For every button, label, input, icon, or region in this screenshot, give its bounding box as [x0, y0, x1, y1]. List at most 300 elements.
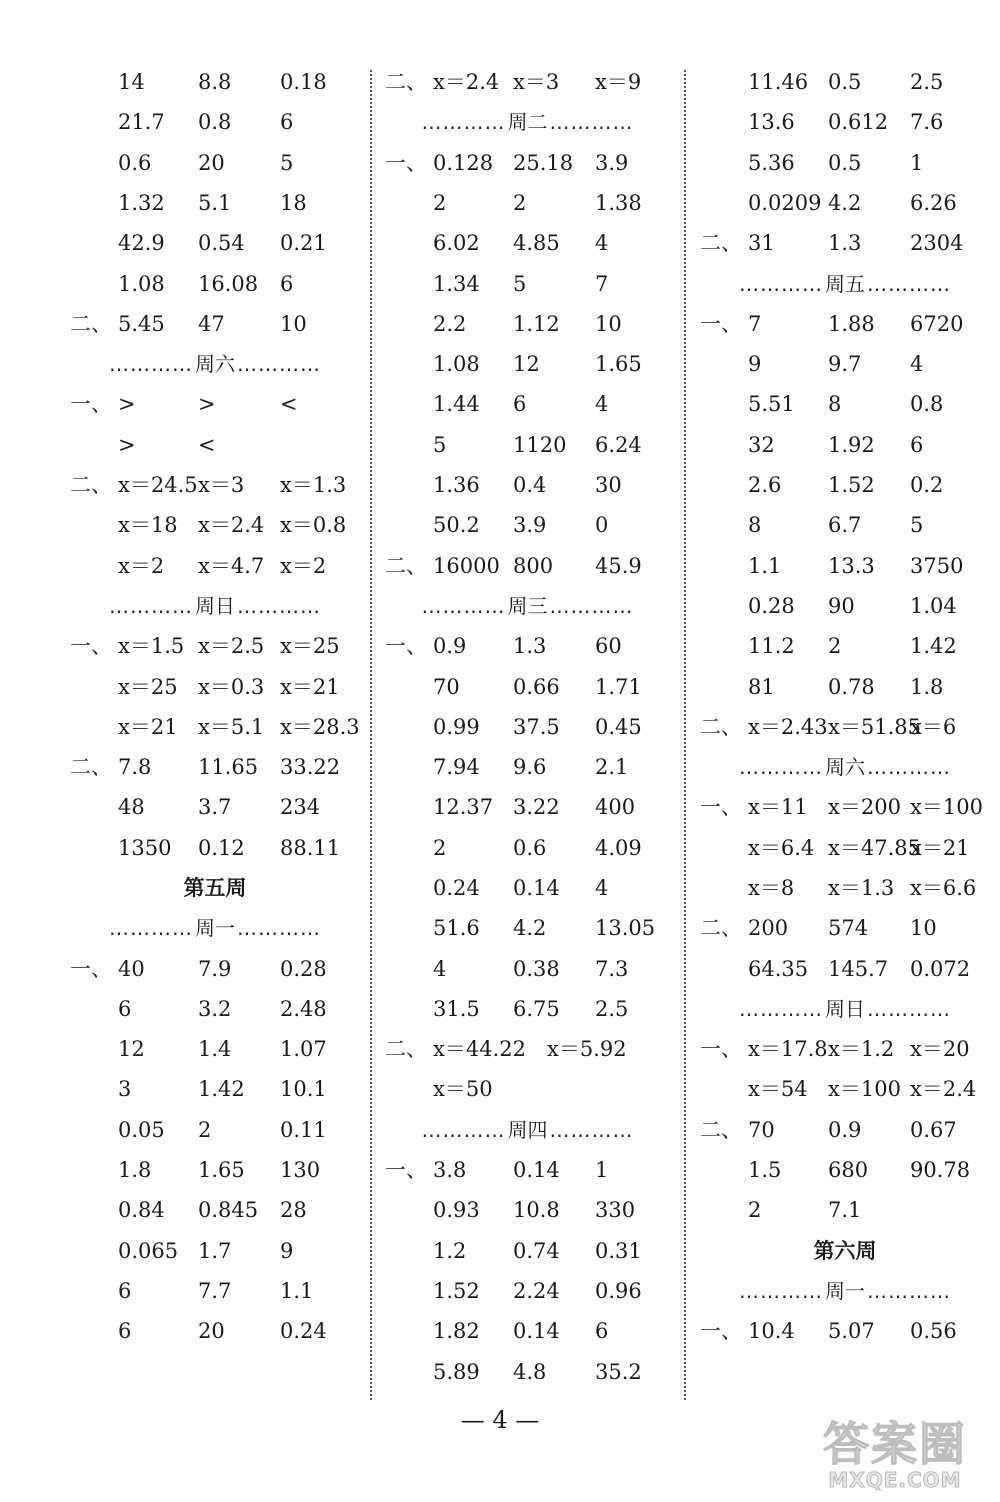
answer-value: x＝2.5	[198, 634, 265, 658]
answer-value: 2304	[910, 231, 964, 255]
watermark-text: 答案圈	[823, 1417, 967, 1471]
answer-value: x＝21	[280, 675, 340, 699]
answer-value: 330	[595, 1198, 636, 1222]
answer-value: 1.5	[748, 1158, 782, 1182]
answer-row	[385, 143, 670, 183]
answer-value: 2	[748, 1198, 762, 1222]
answer-row	[385, 183, 670, 223]
answer-row	[700, 908, 990, 948]
answer-value: 16.08	[198, 272, 259, 296]
answer-row	[700, 868, 990, 908]
answer-value: x＝100	[910, 795, 983, 819]
answer-value: 45.9	[595, 554, 642, 578]
answer-row	[700, 1311, 990, 1351]
answer-value: x＝3	[513, 70, 560, 94]
answer-value: x＝9	[595, 70, 642, 94]
answer-value: 0.28	[748, 594, 795, 618]
answer-value: 574	[828, 916, 869, 940]
answer-value: 5.89	[433, 1360, 480, 1384]
answer-row	[700, 586, 990, 626]
answer-value: x＝1.2	[828, 1037, 895, 1061]
question-number: 一、	[70, 634, 112, 658]
answer-value: 2	[433, 191, 447, 215]
answer-value: 3.9	[595, 151, 629, 175]
answer-value: x＝2.4	[433, 70, 500, 94]
answer-value: 1.92	[828, 433, 875, 457]
answer-value: 11.65	[198, 755, 259, 779]
answer-row	[70, 223, 360, 263]
answer-column-2	[385, 62, 670, 1422]
answer-row	[385, 828, 670, 868]
day-section-header	[700, 264, 990, 304]
answer-value: x＝54	[748, 1077, 808, 1101]
answer-value: >	[118, 433, 136, 457]
answer-value: 145.7	[828, 957, 889, 981]
answer-value: 7.1	[828, 1198, 862, 1222]
answer-value: 2.6	[748, 473, 782, 497]
answer-value: <	[280, 392, 298, 416]
answer-value: x＝4.7	[198, 554, 265, 578]
answer-value: 0.5	[828, 70, 862, 94]
answer-value: 9	[280, 1239, 294, 1263]
answer-value: x＝2.4	[910, 1077, 977, 1101]
question-number: 二、	[385, 1037, 427, 1061]
answer-value: 0.38	[513, 957, 560, 981]
answer-value: x＝21	[118, 715, 178, 739]
answer-value: 6.26	[910, 191, 957, 215]
answer-value: 4	[910, 352, 924, 376]
day-label: 周日	[195, 594, 235, 618]
day-section-header	[70, 908, 360, 948]
answer-row	[70, 183, 360, 223]
dotted-leader: …………	[867, 1279, 951, 1303]
day-section-header	[700, 747, 990, 787]
answer-value: 1.65	[198, 1158, 245, 1182]
dotted-leader: …………	[867, 755, 951, 779]
answer-value: x＝5.1	[198, 715, 265, 739]
answer-row	[700, 344, 990, 384]
answer-row	[70, 304, 360, 344]
answer-row	[70, 1231, 360, 1271]
answer-value: 1.7	[198, 1239, 232, 1263]
answer-value: 8.8	[198, 70, 232, 94]
question-number: 一、	[700, 1037, 742, 1061]
answer-value: 28	[280, 1198, 307, 1222]
day-section-header	[700, 989, 990, 1029]
answer-value: 4.85	[513, 231, 560, 255]
answer-row	[385, 989, 670, 1029]
answer-value: 9	[748, 352, 762, 376]
answer-value: 1.07	[280, 1037, 327, 1061]
answer-row	[385, 1231, 670, 1271]
answer-value: 70	[433, 675, 460, 699]
answer-value: 5	[910, 513, 924, 537]
question-number: 二、	[700, 1118, 742, 1142]
dotted-leader: …………	[739, 1279, 823, 1303]
answer-value: 35.2	[595, 1360, 642, 1384]
answer-row	[70, 667, 360, 707]
answer-row	[700, 62, 990, 102]
answer-value: 37.5	[513, 715, 560, 739]
answer-value: 3750	[910, 554, 964, 578]
answer-value: 0.54	[198, 231, 245, 255]
answer-value: 7	[748, 312, 762, 336]
answer-value: 31.5	[433, 997, 480, 1021]
answer-value: x＝2	[280, 554, 327, 578]
answer-value: 88.11	[280, 836, 341, 860]
answer-value: 5	[280, 151, 294, 175]
answer-value: 6	[513, 392, 527, 416]
answer-value: 1.65	[595, 352, 642, 376]
day-label: 周一	[195, 916, 235, 940]
answer-value: 2.48	[280, 997, 327, 1021]
answer-value: 3.7	[198, 795, 232, 819]
dotted-leader: …………	[867, 272, 951, 296]
answer-value: x＝3	[198, 473, 245, 497]
answer-value: 0.28	[280, 957, 327, 981]
answer-value: 0.21	[280, 231, 327, 255]
answer-value: 3.8	[433, 1158, 467, 1182]
answer-value: x＝6	[910, 715, 957, 739]
answer-value: x＝0.8	[280, 513, 347, 537]
week-heading: 第六周	[813, 1239, 877, 1263]
answer-value: 1350	[118, 836, 172, 860]
answer-value: 0	[595, 513, 609, 537]
answer-value: 1.71	[595, 675, 642, 699]
answer-value: 0.0209	[748, 191, 822, 215]
answer-row	[385, 1069, 670, 1109]
answer-value: 25.18	[513, 151, 574, 175]
answer-value: 0.4	[513, 473, 547, 497]
answer-value: 5.51	[748, 392, 795, 416]
question-number: 一、	[385, 151, 427, 175]
answer-value: 0.9	[433, 634, 467, 658]
answer-value: 0.065	[118, 1239, 179, 1263]
answer-value: 6.7	[828, 513, 862, 537]
answer-value: x＝18	[118, 513, 178, 537]
answer-row	[70, 465, 360, 505]
answer-value: 1	[910, 151, 924, 175]
answer-value: 7	[595, 272, 609, 296]
answer-row	[700, 546, 990, 586]
answer-row	[700, 1069, 990, 1109]
answer-value: 9.7	[828, 352, 862, 376]
answer-row	[700, 667, 990, 707]
answer-value: x＝28.3	[280, 715, 360, 739]
answer-value: 18	[280, 191, 307, 215]
dotted-leader: …………	[421, 1118, 506, 1142]
answer-value: 32	[748, 433, 775, 457]
question-number: 二、	[70, 755, 112, 779]
answer-row	[385, 1352, 670, 1392]
answer-row	[700, 304, 990, 344]
answer-value: 6.24	[595, 433, 642, 457]
answer-value: 33.22	[280, 755, 341, 779]
answer-value: 0.18	[280, 70, 327, 94]
answer-value: 11.46	[748, 70, 809, 94]
answer-row	[70, 1069, 360, 1109]
answer-row	[385, 707, 670, 747]
day-label: 周三	[507, 594, 548, 618]
answer-row	[70, 1190, 360, 1230]
answer-value: 10.1	[280, 1077, 327, 1101]
answer-value: 1.4	[198, 1037, 232, 1061]
watermark-logo	[800, 1418, 990, 1494]
question-number: 一、	[385, 634, 427, 658]
dotted-leader: …………	[109, 594, 193, 618]
answer-value: >	[118, 392, 136, 416]
question-number: 二、	[70, 473, 112, 497]
answer-value: 0.14	[513, 1319, 560, 1343]
answer-value: 0.12	[198, 836, 245, 860]
answer-value: 1.34	[433, 272, 480, 296]
answer-value: x＝11	[748, 795, 808, 819]
answer-value: 800	[513, 554, 554, 578]
answer-value: 10.8	[513, 1198, 560, 1222]
question-number: 二、	[385, 554, 427, 578]
answer-value: 90.78	[910, 1158, 971, 1182]
answer-value: 5.45	[118, 312, 165, 336]
answer-value: x＝25	[280, 634, 340, 658]
answer-row	[385, 425, 670, 465]
answer-value: 0.612	[828, 110, 889, 134]
answer-value: 13.3	[828, 554, 875, 578]
answer-value: 2	[828, 634, 842, 658]
answer-row	[70, 626, 360, 666]
answer-value: 1.3	[513, 634, 547, 658]
day-section-header	[385, 102, 670, 142]
answer-value: 1.12	[513, 312, 560, 336]
answer-row	[700, 787, 990, 827]
week-heading: 第五周	[183, 876, 247, 900]
answer-value: 0.128	[433, 151, 494, 175]
answer-value: x＝0.3	[198, 675, 265, 699]
answer-value: 1.8	[118, 1158, 152, 1182]
answer-row	[70, 546, 360, 586]
answer-value: 7.6	[910, 110, 944, 134]
answer-value: 4	[595, 876, 609, 900]
answer-row	[700, 425, 990, 465]
question-number: 一、	[700, 312, 742, 336]
column-divider	[684, 70, 686, 1400]
answer-row	[385, 868, 670, 908]
answer-value: 2.24	[513, 1279, 560, 1303]
answer-column-3	[700, 62, 990, 1422]
answer-value: 3.2	[198, 997, 232, 1021]
answer-value: 1.1	[280, 1279, 314, 1303]
answer-row	[385, 546, 670, 586]
answer-value: 2	[198, 1118, 212, 1142]
answer-value: 13.6	[748, 110, 795, 134]
answer-row	[70, 828, 360, 868]
answer-value: x＝1.3	[828, 876, 895, 900]
answer-value: x＝51.85	[828, 715, 921, 739]
answer-value: x＝50	[433, 1077, 493, 1101]
answer-value: 4	[595, 392, 609, 416]
question-number: 一、	[70, 392, 112, 416]
answer-value: x＝17.8	[748, 1037, 828, 1061]
answer-row	[70, 505, 360, 545]
answer-value: 0.6	[513, 836, 547, 860]
answer-row	[385, 264, 670, 304]
answer-value: 7.3	[595, 957, 629, 981]
answer-value: 5.36	[748, 151, 795, 175]
answer-value: 16000	[433, 554, 500, 578]
answer-value: 0.05	[118, 1118, 165, 1142]
day-section-header	[70, 344, 360, 384]
answer-value: 1.08	[118, 272, 165, 296]
answer-value: 0.24	[433, 876, 480, 900]
question-number: 二、	[700, 231, 742, 255]
answer-row	[70, 1029, 360, 1069]
answer-row	[70, 989, 360, 1029]
answer-row	[385, 304, 670, 344]
answer-row	[70, 1150, 360, 1190]
answer-value: 0.99	[433, 715, 480, 739]
answer-value: x＝2.43	[748, 715, 828, 739]
answer-value: 0.14	[513, 876, 560, 900]
dotted-leader: …………	[421, 594, 506, 618]
dotted-leader: …………	[549, 1118, 634, 1142]
answer-value: 3.9	[513, 513, 547, 537]
answer-value: 51.6	[433, 916, 480, 940]
answer-value: 9.6	[513, 755, 547, 779]
answer-value: 0.66	[513, 675, 560, 699]
answer-value: 0.84	[118, 1198, 165, 1222]
answer-value: 5.07	[828, 1319, 875, 1343]
answer-value: 1.42	[910, 634, 957, 658]
answer-row	[385, 505, 670, 545]
answer-value: 1.04	[910, 594, 957, 618]
answer-value: 7.8	[118, 755, 152, 779]
answer-value: x＝6.6	[910, 876, 977, 900]
answer-value: 0.5	[828, 151, 862, 175]
answer-row	[700, 828, 990, 868]
answer-value: 5	[513, 272, 527, 296]
answer-column-1	[70, 62, 360, 1422]
answer-row	[385, 1150, 670, 1190]
answer-value: x＝44.22	[433, 1037, 526, 1061]
answer-value: 90	[828, 594, 855, 618]
answer-value: 0.2	[910, 473, 944, 497]
answer-value: 10.4	[748, 1319, 795, 1343]
answer-value: 0.56	[910, 1319, 957, 1343]
day-label: 周日	[825, 997, 865, 1021]
answer-value: 6.75	[513, 997, 560, 1021]
dotted-leader: …………	[739, 755, 823, 779]
answer-value: >	[198, 392, 216, 416]
answer-row	[700, 143, 990, 183]
answer-value: 0.11	[280, 1118, 327, 1142]
answer-value: x＝2	[118, 554, 165, 578]
answer-value: 0.74	[513, 1239, 560, 1263]
answer-row	[700, 102, 990, 142]
answer-value: 1.32	[118, 191, 165, 215]
answer-value: x＝100	[828, 1077, 901, 1101]
answer-value: 6	[118, 997, 132, 1021]
answer-row	[385, 62, 670, 102]
answer-row	[70, 787, 360, 827]
answer-value: 5.1	[198, 191, 232, 215]
answer-value: x＝25	[118, 675, 178, 699]
answer-value: 2.1	[595, 755, 629, 779]
dotted-leader: …………	[237, 594, 321, 618]
answer-value: 1.52	[828, 473, 875, 497]
dotted-leader: …………	[237, 916, 321, 940]
day-section-header	[70, 586, 360, 626]
watermark-url: MXQE.COM	[828, 1468, 962, 1492]
answer-value: 0.14	[513, 1158, 560, 1182]
answer-value: 4.2	[828, 191, 862, 215]
answer-row	[385, 747, 670, 787]
answer-row	[700, 223, 990, 263]
answer-value: 1.82	[433, 1319, 480, 1343]
answer-value: 10	[595, 312, 622, 336]
answer-value: x＝2.4	[198, 513, 265, 537]
answer-row	[385, 1271, 670, 1311]
answer-value: 1.2	[433, 1239, 467, 1263]
answer-value: 6	[118, 1319, 132, 1343]
question-number: 二、	[700, 715, 742, 739]
answer-value: 14	[118, 70, 145, 94]
answer-row	[70, 143, 360, 183]
question-number: 一、	[700, 795, 742, 819]
dotted-leader: …………	[549, 110, 634, 134]
answer-value: 6	[118, 1279, 132, 1303]
answer-value: 48	[118, 795, 145, 819]
answer-value: 40	[118, 957, 145, 981]
answer-value: 0.78	[828, 675, 875, 699]
answer-row	[700, 626, 990, 666]
answer-value: 7.94	[433, 755, 480, 779]
answer-value: x＝200	[828, 795, 901, 819]
answer-value: 6	[280, 110, 294, 134]
day-section-header	[385, 1110, 670, 1150]
answer-value: 6720	[910, 312, 964, 336]
answer-row	[700, 384, 990, 424]
answer-row	[70, 384, 360, 424]
answer-row	[70, 1271, 360, 1311]
answer-value: 4.2	[513, 916, 547, 940]
answer-value: 5	[433, 433, 447, 457]
dotted-leader: …………	[109, 352, 193, 376]
dotted-leader: …………	[739, 997, 823, 1021]
question-number: 二、	[700, 916, 742, 940]
dotted-leader: …………	[549, 594, 634, 618]
answer-value: 0.6	[118, 151, 152, 175]
day-section-header	[700, 1271, 990, 1311]
answer-row	[385, 465, 670, 505]
answer-row	[70, 707, 360, 747]
answer-value: 81	[748, 675, 775, 699]
day-label: 周五	[825, 272, 865, 296]
answer-row	[385, 949, 670, 989]
answer-value: 10	[910, 916, 937, 940]
answer-value: 200	[748, 916, 789, 940]
answer-value: 30	[595, 473, 622, 497]
answer-row	[70, 1110, 360, 1150]
answer-value: 1.8	[910, 675, 944, 699]
answer-value: 64.35	[748, 957, 809, 981]
answer-value: 42.9	[118, 231, 165, 255]
answer-value: 0.9	[828, 1118, 862, 1142]
answer-row	[700, 1190, 990, 1230]
answer-row	[385, 667, 670, 707]
answer-value: 0.45	[595, 715, 642, 739]
answer-value: 0.93	[433, 1198, 480, 1222]
answer-value: 1	[595, 1158, 609, 1182]
answer-value: 0.8	[198, 110, 232, 134]
